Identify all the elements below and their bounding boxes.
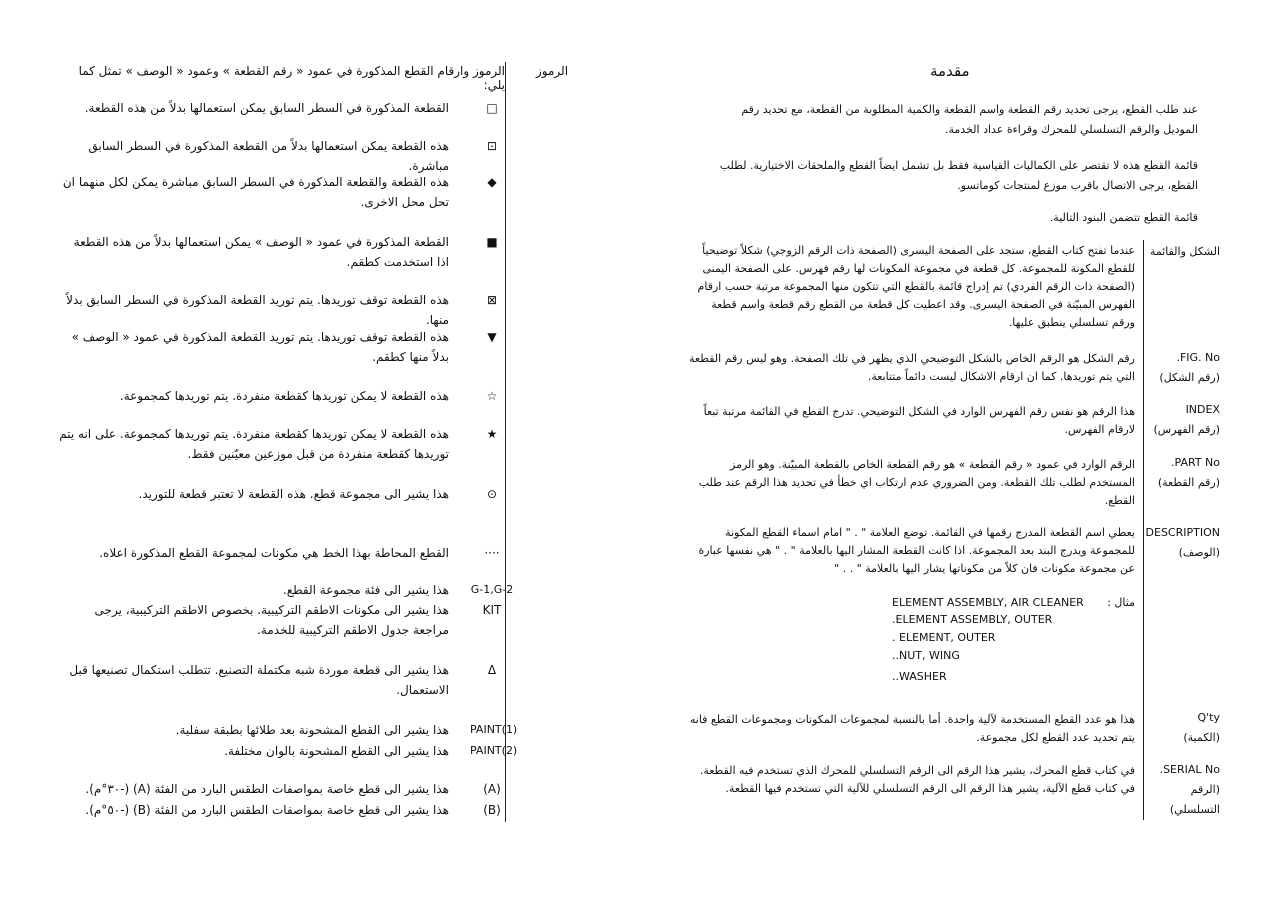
symbol: ⊡ — [486, 139, 498, 153]
symbol: ★ — [486, 427, 498, 441]
item-label-secondary: (رقم الشكل) — [1159, 371, 1220, 384]
item-label — [1140, 242, 1220, 262]
item-label — [1140, 400, 1220, 440]
symbol: (A) — [483, 782, 501, 796]
symbol-description: هذا يشير الى قطعة موردة شبه مكتملة التصنيع. تتطلب استكمال تصنيعها قبل الاستعمال. — [69, 663, 449, 697]
symbol-description: القطعة المذكورة في السطر السابق يمكن استعمالها بدلاً من هذه القطعة. — [84, 101, 449, 115]
symbol-description: هذه القطعة يمكن استعمالها بدلاً من القطعة المذكورة في السطر السابق مباشرة. — [88, 139, 449, 173]
symbol: ■ — [486, 235, 498, 249]
intro-paragraph: قائمة القطع تتضمن البنود التالية. — [1049, 211, 1198, 224]
item-label — [1140, 348, 1220, 388]
symbol: ⊠ — [486, 293, 498, 307]
item-label-primary: PART No. — [1171, 456, 1220, 469]
symbol: ···· — [484, 546, 500, 560]
item-description: هذا الرقم هو نفس رقم الفهرس الوارد في الشكل التوضيحي. تدرج القطع في القائمة مرتبة تبعاً لارقام الفهرس. — [703, 405, 1135, 436]
symbol: ⊙ — [486, 487, 498, 501]
example-line: . ELEMENT, OUTER — [892, 631, 996, 644]
item-label-primary: INDEX — [1185, 403, 1220, 416]
symbol: PAINT(2) — [470, 744, 518, 757]
symbol: ▼ — [487, 330, 497, 344]
symbols-intro-text: الرموز وارقام القطع المذكورة في عمود « رقم القطعة » وعمود « الوصف » تمثل كما يلي: — [78, 64, 505, 92]
item-label-primary: FIG. No. — [1176, 351, 1220, 364]
symbol-description: هذه القطعة توقف توريدها. يتم توريد القطعة المذكورة في عمود « الوصف » بدلاً منها كطقم. — [71, 330, 449, 364]
symbols-column-header: الرموز — [536, 64, 569, 78]
item-description: الرقم الوارد في عمود « رقم القطعة » هو رقم القطعة الخاص بالقطعة المبيّنة. وهو الرمز المستخدم لطلب تلك القطعة. ومن الضروري عدم ارتكاب اي خطأ في تحديد هذا الرقم عند طلب القطع. — [698, 458, 1135, 507]
symbol-description: هذا يشير الى مكونات الاطقم التركيبية. بخصوص الاطقم التركيبية، يرجى مراجعة جدول الاطقم التركيبية للخدمة. — [94, 603, 449, 637]
symbol-description: هذا يشير الى فئة مجموعة القطع. — [282, 583, 449, 597]
symbol-description: هذه القطعة لا يمكن توريدها كقطعة منفردة. يتم توريدها كمجموعة. — [119, 389, 449, 403]
symbol-description: القطعة المذكورة في عمود « الوصف » يمكن استعمالها بدلاً من هذه القطعة اذا استخدمت كطقم. — [73, 235, 449, 269]
item-description: في كتاب قطع المحرك، يشير هذا الرقم الى الرقم التسلسلي للمحرك الذي تستخدم فيه القطعة. في كتاب قطع الآلية، يشير هذا الرقم الى الرقم التسلسلي للآلية التي تستخدم فيها القطعة. — [699, 764, 1135, 795]
intro-paragraph: قائمة القطع هذه لا تقتصر على الكماليات القياسية فقط بل تشمل ايضاً القطع والملحقات الاختيارية. لطلب القطع، يرجى الاتصال باقرب موزع لمنتجات كوماتسو. — [719, 159, 1198, 192]
item-description: يعطي اسم القطعة المدرج رقمها في القائمة. توضع العلامة " . " امام اسماء القطع المكونة للمجموعة ويدرج البند بعد المجموعة. اذا كانت القطعة المشار اليها بالعلامة " . " هي نفسها عبارة عن مجموعة مكونات فان كلاً من مكوناتها يشار اليها بالعلامة " . . " — [698, 526, 1135, 575]
item-label — [1140, 523, 1220, 563]
item-label-secondary: (الوصف) — [1178, 546, 1220, 559]
item-description: رقم الشكل هو الرقم الخاص بالشكل التوضيحي الذي يظهر في تلك الصفحة. وهو ليس رقم القطعة التي يتم توريدها. كما ان ارقام الاشكال ليست دائماً متتابعة. — [689, 352, 1135, 383]
example-line: ..WASHER — [892, 670, 947, 683]
symbol-description: هذه القطعة لا يمكن توريدها كقطعة منفردة. يتم توريدها كمجموعة. على انه يتم توريدها كقطعة منفردة من قبل موزعين معيّنين فقط. — [59, 427, 449, 461]
symbol-description: هذا يشير الى القطع المشحونة بالوان مختلفة. — [224, 744, 449, 758]
item-label-secondary: (رقم الفهرس) — [1153, 423, 1220, 436]
item-label — [1140, 708, 1220, 748]
item-description: هذا هو عدد القطع المستخدمة لآلية واحدة. أما بالنسبة لمجموعات المكونات ومجموعات القطع فانه يتم تحديد عدد القطع لكل مجموعة. — [689, 713, 1135, 744]
symbol-description: القطع المحاطة بهذا الخط هي مكونات لمجموعة القطع المذكورة اعلاه. — [99, 546, 449, 560]
item-label — [1140, 760, 1220, 820]
symbol: PAINT(1) — [470, 723, 518, 736]
symbol-description: هذه القطعة توقف توريدها. يتم توريد القطعة المذكورة في السطر السابق بدلاً منها. — [66, 293, 449, 327]
page-title: مقدمة — [930, 62, 970, 80]
item-label-secondary: (الكمية) — [1183, 731, 1220, 744]
symbol: G-1,G-2 — [470, 583, 514, 596]
example-line: ELEMENT ASSEMBLY, AIR CLEANER — [892, 596, 1084, 609]
example-line: ..NUT, WING — [892, 649, 960, 662]
item-label-secondary: (الرقم التسلسلي) — [1169, 783, 1220, 816]
intro-paragraph: عند طلب القطع، يرجى تحديد رقم القطعة واسم القطعة والكمية المطلوبة من القطعة، مع تحديد رقم الموديل والرقم التسلسلي للمحرك وقراءة عداد الخدمة. — [741, 103, 1198, 136]
symbol-description: هذا يشير الى القطع المشحونة بعد طلائها بطبقة سفلية. — [175, 723, 449, 737]
item-description: عندما تفتح كتاب القطع، ستجد على الصفحة اليسرى (الصفحة ذات الرقم الزوجي) شكلاً توضيحياً للقطع المكونة للمجموعة. كل قطعة في مجموعة المكونات لها رقم فهرس. على الصفحة اليمنى (الصفحة ذات الرقم الفردي) تم إدراج قائمة بالقطع التي تتكون منها المجموعة مرتبة حسب ارقام الفهرس المبيّنة في الصفحة اليسرى. وقد اعطيت كل قطعة من القطع رقم قطعة واسم قطعة ورقم تسلسلي ينطبق عليها. — [697, 244, 1135, 329]
item-label — [1140, 453, 1220, 493]
item-label-secondary: (رقم القطعة) — [1157, 476, 1220, 489]
symbol-description: هذا يشير الى قطع خاصة بمواصفات الطقس البارد من الفئة (A) (-٣٠°م). — [85, 782, 449, 796]
symbol-description: هذه القطعة والقطعة المذكورة في السطر السابق مباشرة يمكن لكل منهما ان تحل محل الاخرى. — [62, 175, 449, 209]
item-label-primary: الشكل والقائمة — [1149, 245, 1220, 258]
example-label: مثال : — [1107, 596, 1135, 609]
symbol: (B) — [483, 803, 501, 817]
symbol: ☆ — [486, 389, 498, 403]
symbol: ◆ — [487, 175, 497, 189]
item-label-primary: SERIAL No. — [1159, 763, 1220, 776]
item-label-primary: DESCRIPTION — [1145, 526, 1220, 539]
symbol: KIT — [482, 603, 502, 617]
symbol: □ — [486, 101, 498, 115]
symbol-description: هذا يشير الى مجموعة قطع. هذه القطعة لا تعتبر قطعة للتوريد. — [138, 487, 449, 501]
symbol-description: هذا يشير الى قطع خاصة بمواصفات الطقس البارد من الفئة (B) (-٥٠°م). — [85, 803, 449, 817]
example-line: .ELEMENT ASSEMBLY, OUTER — [892, 613, 1053, 626]
symbol: Δ — [487, 663, 497, 677]
item-label-primary: Q'ty — [1197, 711, 1220, 724]
